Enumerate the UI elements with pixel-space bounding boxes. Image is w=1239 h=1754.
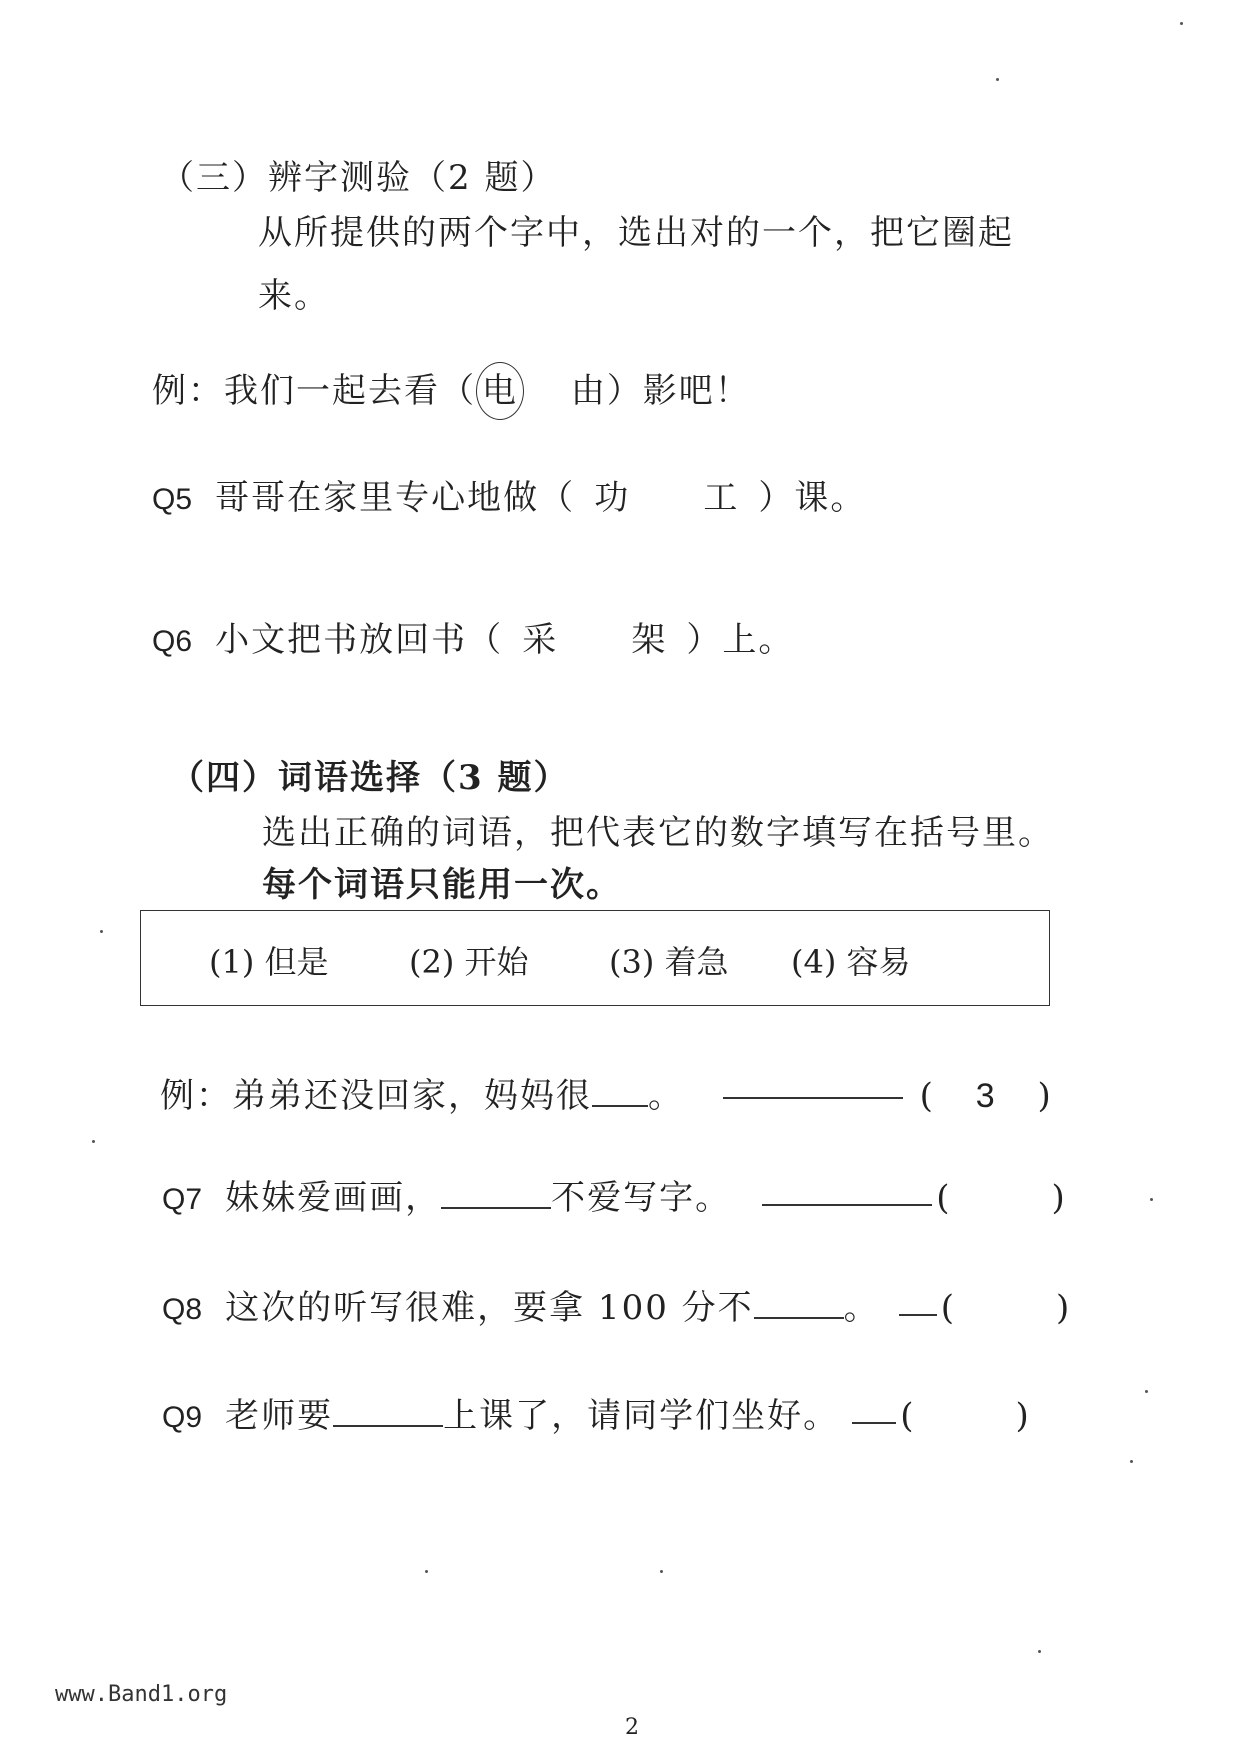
- question-id: Q9: [162, 1401, 203, 1434]
- question-q5: [152, 470, 866, 519]
- example-suffix: ）影吧！: [606, 371, 751, 411]
- scan-speck: [100, 930, 103, 933]
- scan-speck: [1130, 1460, 1133, 1463]
- example-suffix: 。: [648, 1076, 684, 1116]
- question-q8: [162, 1280, 1071, 1329]
- option-1[interactable]: 采: [522, 620, 559, 660]
- question-text-before: 小文把书放回书（: [215, 620, 504, 660]
- question-q9: [162, 1388, 1031, 1437]
- option-2[interactable]: 工: [703, 478, 740, 518]
- answer-blank[interactable]: [441, 1179, 551, 1209]
- answer-close-paren: ): [1051, 1178, 1067, 1218]
- word-option-1: (1) 但是: [209, 943, 329, 981]
- leader-dash: [762, 1204, 932, 1206]
- scan-speck: [1145, 1390, 1148, 1393]
- question-text-after: ）上。: [686, 620, 795, 660]
- question-text-before: 这次的听写很难，要拿 100 分不: [225, 1288, 754, 1328]
- example-prefix: 例：弟弟还没回家，妈妈很: [160, 1076, 592, 1116]
- scan-speck: [996, 78, 999, 81]
- question-text-after: 不爱写字。: [551, 1178, 732, 1218]
- option-1[interactable]: 功: [594, 478, 631, 518]
- word-bank-box: [140, 910, 1050, 1006]
- leader-dash: [899, 1314, 937, 1316]
- answer-close-paren: ): [1037, 1076, 1053, 1116]
- question-q6: [152, 612, 794, 661]
- page-number: 2: [625, 1715, 639, 1740]
- example-prefix: 例：我们一起去看（: [152, 371, 476, 411]
- question-text-after: 上课了，请同学们坐好。: [443, 1396, 840, 1436]
- answer-blank[interactable]: [333, 1397, 443, 1427]
- option-2[interactable]: 架: [631, 620, 668, 660]
- section4-heading: （四）词语选择（3 题）: [170, 758, 570, 798]
- answer-open-paren: (: [900, 1396, 916, 1436]
- question-id: Q5: [152, 483, 193, 516]
- example-other-option: 由: [570, 371, 607, 411]
- answer-open-paren: (: [919, 1076, 935, 1116]
- scan-speck: [425, 1570, 428, 1573]
- section3-instruction-line1: 从所提供的两个字中，选出对的一个，把它圈起: [258, 213, 1014, 253]
- scan-speck: [92, 1140, 95, 1143]
- word-option-4: (4) 容易: [791, 943, 911, 981]
- question-id: Q7: [162, 1183, 203, 1216]
- question-id: Q6: [152, 625, 193, 658]
- question-text-before: 老师要: [225, 1396, 334, 1436]
- answer-open-paren: (: [936, 1178, 952, 1218]
- scan-speck: [1180, 22, 1183, 25]
- section3-instruction-line2: 来。: [258, 276, 330, 316]
- question-q7: [162, 1170, 1067, 1219]
- section3-heading: （三）辨字测验（2 题）: [160, 158, 557, 198]
- question-text-before: 妹妹爱画画，: [225, 1178, 442, 1218]
- word-option-3: (3) 着急: [609, 943, 729, 981]
- section3-example: [152, 362, 751, 420]
- question-text-after: ）课。: [758, 478, 867, 518]
- answer-close-paren: ): [1015, 1396, 1031, 1436]
- footer-website: www.Band1.org: [55, 1682, 228, 1707]
- answer-open-paren: (: [940, 1288, 956, 1328]
- answer-close-paren: ): [1056, 1288, 1072, 1328]
- section4-example: [160, 1068, 1053, 1117]
- example-circled-answer: 电: [476, 362, 524, 420]
- word-option-2: (2) 开始: [409, 943, 529, 981]
- answer-blank[interactable]: [754, 1289, 844, 1319]
- question-text-before: 哥哥在家里专心地做（: [215, 478, 576, 518]
- section4-instruction-line2: 每个词语只能用一次。: [262, 865, 622, 905]
- example-blank: [592, 1077, 648, 1107]
- leader-dash: [723, 1097, 903, 1099]
- question-text-after: 。: [843, 1288, 880, 1328]
- question-id: Q8: [162, 1293, 203, 1326]
- scan-speck: [1150, 1198, 1153, 1201]
- example-answer: 3: [975, 1077, 997, 1115]
- section4-instruction-line1: 选出正确的词语，把代表它的数字填写在括号里。: [262, 813, 1054, 853]
- scan-speck: [1038, 1650, 1041, 1653]
- leader-dash: [852, 1422, 896, 1424]
- scan-speck: [660, 1570, 663, 1573]
